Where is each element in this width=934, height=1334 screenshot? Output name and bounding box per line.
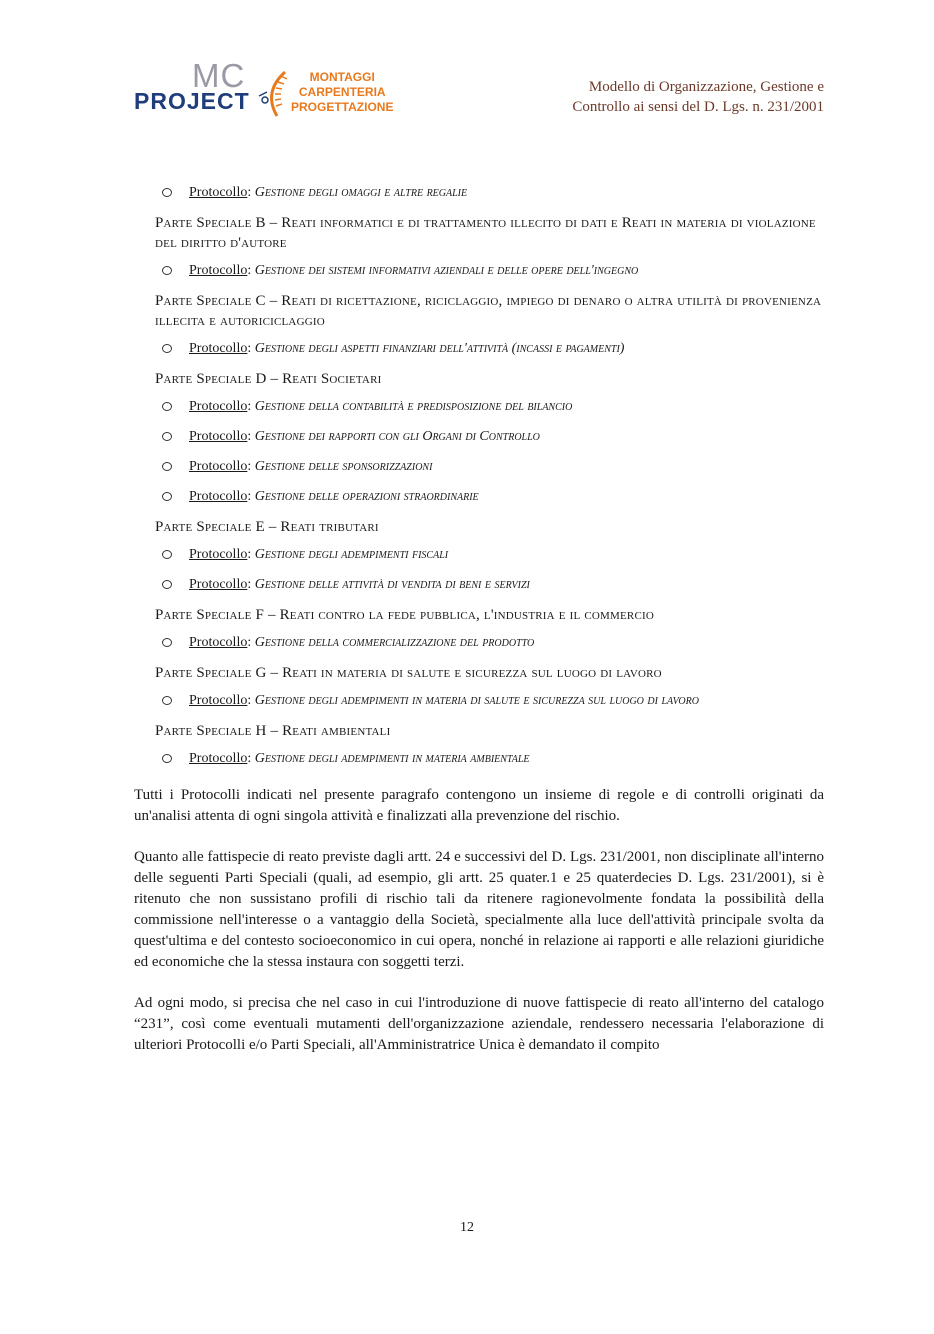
company-logo [134, 57, 404, 122]
protocol-title: Gestione degli omaggi e altre regalie [254, 185, 468, 200]
bullet-icon [162, 188, 172, 197]
protocol-item: Protocollo: Gestione delle sponsorizzazioni [134, 457, 824, 477]
bullet-icon [162, 266, 172, 275]
protocol-title: Gestione delle attività di vendita di beni e servizi [254, 577, 530, 592]
protocol-item: Protocollo: Gestione degli omaggi e altre regalie [134, 183, 824, 203]
protocol-title: Gestione degli adempimenti fiscali [254, 547, 449, 562]
protocol-title: Gestione delle operazioni straordinarie [254, 489, 479, 504]
protocol-title: Gestione degli adempimenti in materia di salute e sicurezza sul luogo di lavoro [254, 693, 699, 708]
protocol-label: Protocollo [189, 547, 248, 562]
bullet-icon [162, 550, 172, 559]
bullet-icon [162, 696, 172, 705]
body-paragraph: Tutti i Protocolli indicati nel presente paragrafo contengono un insieme di regole e di controlli originati da un'analisi attenta di ogni singola attività e finalizzati alla prevenzione del rischio. [134, 787, 824, 824]
page-number: 12 [460, 1220, 474, 1235]
bullet-icon [162, 432, 172, 441]
protocol-label: Protocollo [189, 429, 248, 444]
protocol-title: Gestione dei sistemi informativi aziendali e delle opere dell'ingegno [254, 263, 639, 278]
bullet-icon [162, 580, 172, 589]
body-paragraph: Ad ogni modo, si precisa che nel caso in cui l'introduzione di nuove fattispecie di reato all'interno del catalogo “231”, così come eventuali mutamenti dell'organizzazione aziendale, rendessero necessaria l'elaborazione di ulteriori Protocolli e/o Parti Speciali, all'Amministratrice Unica è demandato il compito [134, 995, 824, 1053]
bullet-icon [162, 754, 172, 763]
body-paragraph: Quanto alle fattispecie di reato previste dagli artt. 24 e successivi del D. Lgs. 231/2001, non disciplinate all'interno delle seguenti Parti Speciali (quali, ad esempio, gli artt. 25 quater.1 e 25 quaterdecies D. Lgs. 231/2001), si è ritenuto che non sussistano profili di rischio tali da ritenere ragionevolmente fondata la possibilità della commissione nell'interesse o a vantaggio della Società, specialmente alla luce dell'attività principale svolta da quest'ultima e del contesto socioeconomico in cui opera, nonché in relazione ai rapporti e alle relazioni giuridiche ed economiche che la stessa instaura con soggetti terzi. [134, 849, 824, 970]
protocol-label: Protocollo [189, 341, 248, 356]
section-heading-d: Parte Speciale D – Reati Societari [155, 371, 382, 387]
protocol-label: Protocollo [189, 459, 248, 474]
protocol-item: Protocollo: Gestione degli aspetti finanziari dell'attività (incassi e pagamenti) [134, 339, 824, 359]
protocol-title: Gestione della commercializzazione del prodotto [254, 635, 535, 650]
section-heading-b: Parte Speciale B – Reati informatici e di trattamento illecito di dati e Reati in materia di violazione del diritto d'autore [155, 215, 816, 251]
protocol-label: Protocollo [189, 693, 248, 708]
protocol-label: Protocollo [189, 635, 248, 650]
bullet-icon [162, 344, 172, 353]
protocol-title: Gestione delle sponsorizzazioni [254, 459, 433, 474]
protocol-item: Protocollo: Gestione degli adempimenti in materia di salute e sicurezza sul luogo di lavoro [134, 691, 824, 711]
section-heading-c: Parte Speciale C – Reati di ricettazione, riciclaggio, impiego di denaro o altra utilità di provenienza illecita e autoriciclaggio [155, 293, 822, 329]
tools-icon [257, 70, 293, 118]
protocol-item: Protocollo: Gestione dei sistemi informativi aziendali e delle opere dell'ingegno [134, 261, 824, 281]
protocol-label: Protocollo [189, 399, 248, 414]
document-title-line1: Modello di Organizzazione, Gestione e [588, 79, 824, 95]
protocol-title: Gestione degli aspetti finanziari dell'attività (incassi e pagamenti) [254, 341, 625, 356]
logo-mc-text: MC [192, 57, 246, 94]
protocol-item: Protocollo: Gestione dei rapporti con gli Organi di Controllo [134, 427, 824, 447]
protocol-item: Protocollo: Gestione degli adempimenti in materia ambientale [134, 749, 824, 769]
protocol-item: Protocollo: Gestione della contabilità e predisposizione del bilancio [134, 397, 824, 417]
document-title-line2: Controllo ai sensi del D. Lgs. n. 231/2001 [572, 99, 824, 115]
page-header [0, 0, 934, 130]
protocol-title: Gestione dei rapporti con gli Organi di Controllo [254, 429, 540, 444]
bullet-icon [162, 462, 172, 471]
document-title [572, 77, 824, 117]
protocol-title: Gestione degli adempimenti in materia ambientale [254, 751, 530, 766]
protocol-label: Protocollo [189, 489, 248, 504]
logo-services [291, 70, 393, 115]
protocol-title: Gestione della contabilità e predisposizione del bilancio [254, 399, 573, 414]
logo-line-montaggi: MONTAGGI [309, 70, 375, 84]
protocol-item: Protocollo: Gestione delle operazioni straordinarie [134, 487, 824, 507]
section-heading-g: Parte Speciale G – Reati in materia di salute e sicurezza sul luogo di lavoro [155, 665, 662, 681]
logo-project-text: PROJECT [134, 88, 250, 114]
section-heading-e: Parte Speciale E – Reati tributari [155, 519, 379, 535]
page-content [134, 183, 824, 1071]
protocol-label: Protocollo [189, 577, 248, 592]
protocol-label: Protocollo [189, 185, 248, 200]
bullet-icon [162, 492, 172, 501]
protocol-item: Protocollo: Gestione delle attività di vendita di beni e servizi [134, 575, 824, 595]
section-heading-h: Parte Speciale H – Reati ambientali [155, 723, 391, 739]
protocol-label: Protocollo [189, 263, 248, 278]
logo-line-progettazione: PROGETTAZIONE [291, 100, 394, 114]
bullet-icon [162, 638, 172, 647]
bullet-icon [162, 402, 172, 411]
protocol-item: Protocollo: Gestione della commercializzazione del prodotto [134, 633, 824, 653]
logo-line-carpenteria: CARPENTERIA [298, 85, 386, 99]
protocol-item: Protocollo: Gestione degli adempimenti fiscali [134, 545, 824, 565]
protocol-label: Protocollo [189, 751, 248, 766]
section-heading-f: Parte Speciale F – Reati contro la fede pubblica, l'industria e il commercio [155, 607, 655, 623]
